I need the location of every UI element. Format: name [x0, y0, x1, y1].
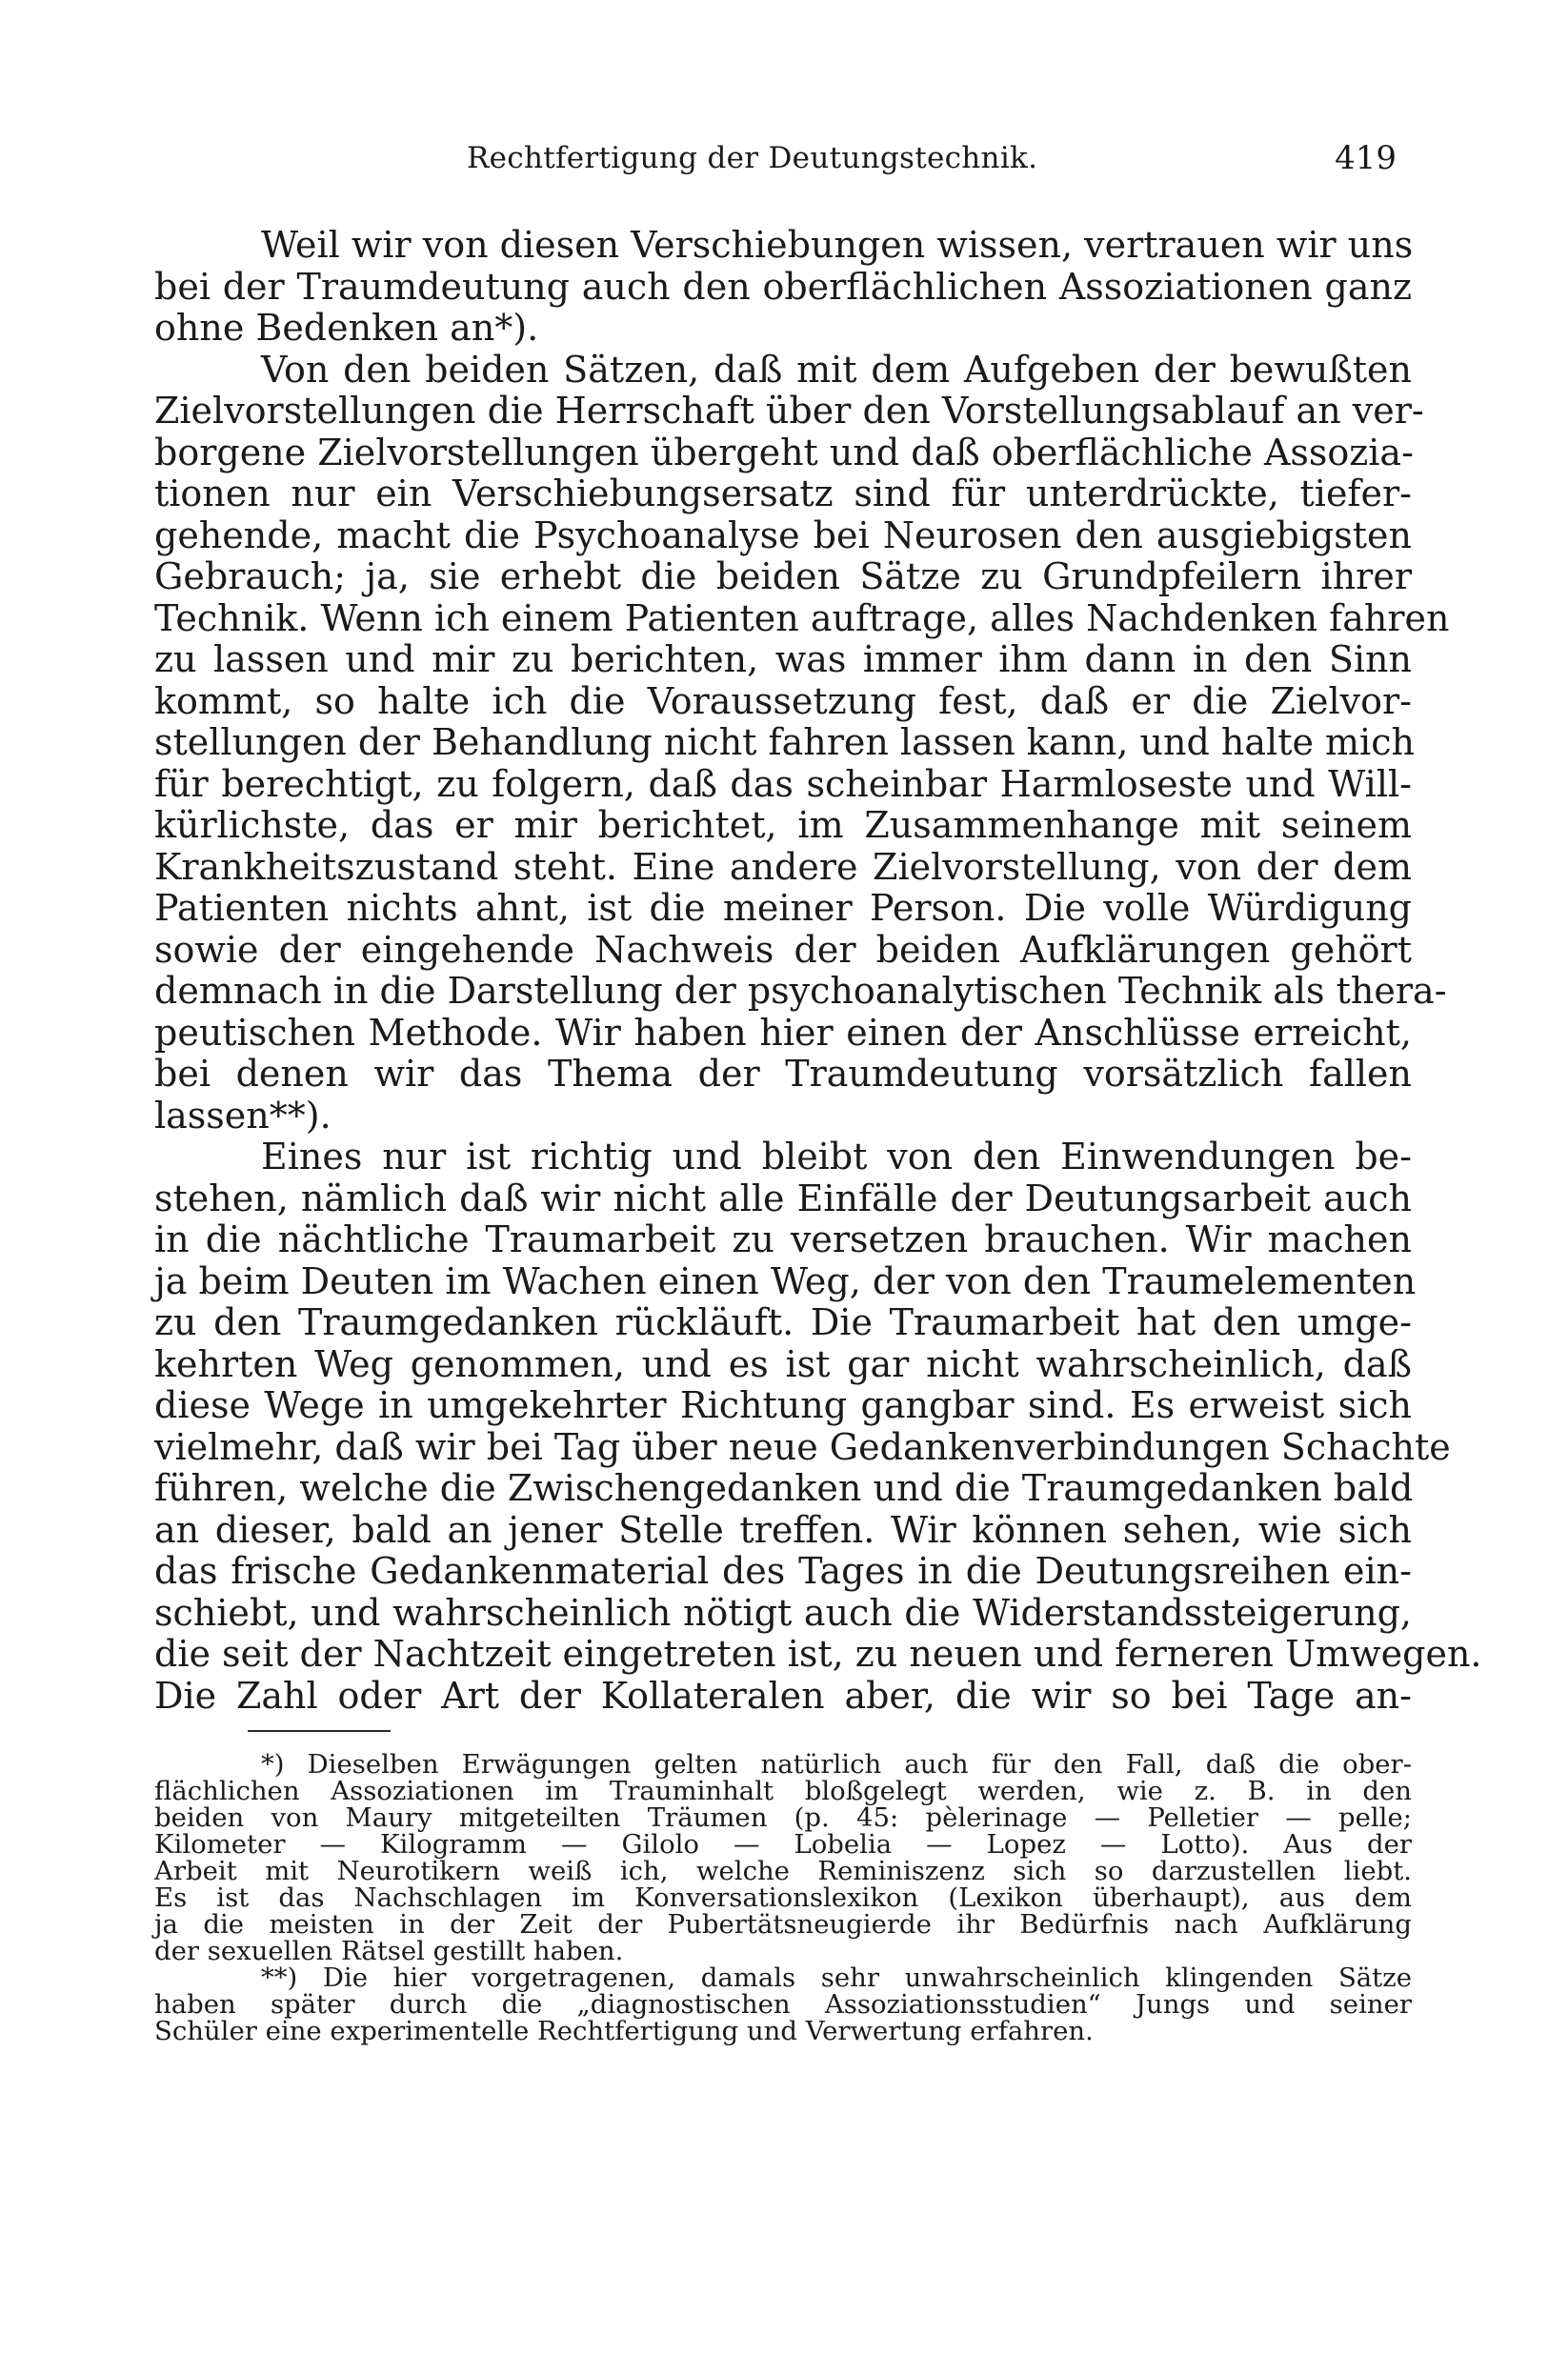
- text-line: sowie der eingehende Nachweis der beiden Aufklärungen gehört: [154, 928, 1412, 971]
- footnote-line: Arbeit mit Neurotikern weiß ich, welche Reminiszenz sich so darzustellen liebt.: [154, 1856, 1412, 1886]
- text-line: Gebrauch; ja, sie erhebt die beiden Sätze zu Grundpfeilern ihrer: [154, 555, 1412, 597]
- text-line: Weil wir von diesen Verschiebungen wissen, vertrauen wir uns: [261, 224, 1414, 266]
- text-line: kehrten Weg genommen, und es ist gar nicht wahrscheinlich, daß: [154, 1342, 1412, 1385]
- main-text: [154, 224, 1482, 1717]
- text-line: stellungen der Behandlung nicht fahren lassen kann, und halte mich: [154, 721, 1415, 763]
- text-line: bei denen wir das Thema der Traumdeutung vorsätzlich fallen: [154, 1053, 1412, 1095]
- text-line: Eines nur ist richtig und bleibt von den Einwendungen be-: [261, 1136, 1412, 1178]
- text-line: demnach in die Darstellung der psychoanalytischen Technik als thera-: [154, 970, 1447, 1012]
- text-line: führen, welche die Zwischengedanken und die Traumgedanken bald: [154, 1467, 1414, 1509]
- footnote-line: Es ist das Nachschlagen im Konversationslexikon (Lexikon überhaupt), aus dem: [154, 1882, 1412, 1913]
- running-title: Rechtfertigung der Deutungstechnik.: [467, 141, 1038, 175]
- text-line: in die nächtliche Traumarbeit zu versetzen brauchen. Wir machen: [154, 1218, 1412, 1260]
- footnote-line: Kilometer — Kilogramm — Gilolo — Lobelia — Lopez — Lotto). Aus der: [154, 1829, 1412, 1860]
- text-line: die seit der Nachtzeit eingetreten ist, zu neuen und ferneren Umwegen.: [154, 1633, 1482, 1675]
- text-line: bei der Traumdeutung auch den oberflächlichen Assoziationen ganz: [154, 265, 1412, 308]
- footnote-line: ja die meisten in der Zeit der Pubertätsneugierde ihr Bedürfnis nach Aufklärung: [154, 1909, 1412, 1940]
- text-line: borgene Zielvorstellungen übergeht und daß oberflächliche Assozia-: [154, 431, 1414, 473]
- text-line: ja beim Deuten im Wachen einen Weg, der von den Traumelementen: [154, 1259, 1417, 1302]
- text-line: vielmehr, daß wir bei Tag über neue Gedankenverbindungen Schachte: [154, 1425, 1451, 1468]
- text-line: peutischen Methode. Wir haben hier einen der Anschlüsse erreicht,: [154, 1011, 1412, 1054]
- text-line: schiebt, und wahrscheinlich nötigt auch die Widerstandssteigerung,: [154, 1591, 1412, 1634]
- text-line: Patienten nichts ahnt, ist die meiner Person. Die volle Würdigung: [154, 887, 1412, 929]
- text-line: Die Zahl oder Art der Kollateralen aber, die wir so bei Tage an-: [154, 1674, 1412, 1717]
- page-number: 419: [1335, 139, 1397, 177]
- text-line: Zielvorstellungen die Herrschaft über den Vorstellungsablauf an ver-: [154, 390, 1424, 432]
- footnote-line: **) Die hier vorgetragenen, damals sehr unwahrscheinlich klingenden Sätze: [261, 1962, 1412, 1993]
- footnote-line: haben später durch die „diagnostischen Assoziationsstudien“ Jungs und seiner: [154, 1989, 1412, 2020]
- text-line: Technik. Wenn ich einem Patienten auftrage, alles Nachdenken fahren: [154, 596, 1450, 639]
- text-line: stehen, nämlich daß wir nicht alle Einfälle der Deutungsarbeit auch: [154, 1177, 1412, 1219]
- footnote-line: Schüler eine experimentelle Rechtfertigung und Verwertung erfahren.: [154, 2016, 1094, 2046]
- footnote-divider: [248, 1730, 391, 1732]
- footnote-line: flächlichen Assoziationen im Trauminhalt bloßgelegt werden, wie z. B. in den: [154, 1776, 1412, 1806]
- text-line: für berechtigt, zu folgern, daß das scheinbar Harmloseste und Will-: [154, 762, 1412, 805]
- text-line: Von den beiden Sätzen, daß mit dem Aufgeben der bewußten: [261, 348, 1412, 391]
- text-line: zu lassen und mir zu berichten, was immer ihm dann in den Sinn: [154, 638, 1412, 680]
- text-line: lassen**).: [154, 1094, 332, 1137]
- text-line: an dieser, bald an jener Stelle treffen. Wir können sehen, wie sich: [154, 1508, 1412, 1551]
- text-line: zu den Traumgedanken rückläuft. Die Traumarbeit hat den umge-: [154, 1301, 1412, 1343]
- footnote-line: beiden von Maury mitgeteilten Träumen (p. 45: pèlerinage — Pelletier — pelle;: [154, 1802, 1412, 1833]
- text-line: tionen nur ein Verschiebungsersatz sind für unterdrückte, tiefer-: [154, 473, 1412, 514]
- text-line: kommt, so halte ich die Voraussetzung fest, daß er die Zielvor-: [154, 679, 1412, 722]
- footnote-line: *) Dieselben Erwägungen gelten natürlich auch für den Fall, daß die ober-: [261, 1749, 1412, 1780]
- footnote-line: der sexuellen Rätsel gestillt haben.: [154, 1936, 624, 1966]
- text-line: ohne Bedenken an*).: [154, 307, 539, 349]
- text-line: gehende, macht die Psychoanalyse bei Neurosen den ausgiebigsten: [154, 513, 1412, 556]
- text-line: diese Wege in umgekehrter Richtung gangbar sind. Es erweist sich: [154, 1384, 1412, 1426]
- text-line: Krankheitszustand steht. Eine andere Zielvorstellung, von der dem: [154, 845, 1412, 888]
- footnotes: [154, 1751, 1412, 2044]
- text-line: das frische Gedankenmaterial des Tages in die Deutungsreihen ein-: [154, 1550, 1412, 1592]
- text-line: kürlichste, das er mir berichtet, im Zusammenhange mit seinem: [154, 804, 1412, 846]
